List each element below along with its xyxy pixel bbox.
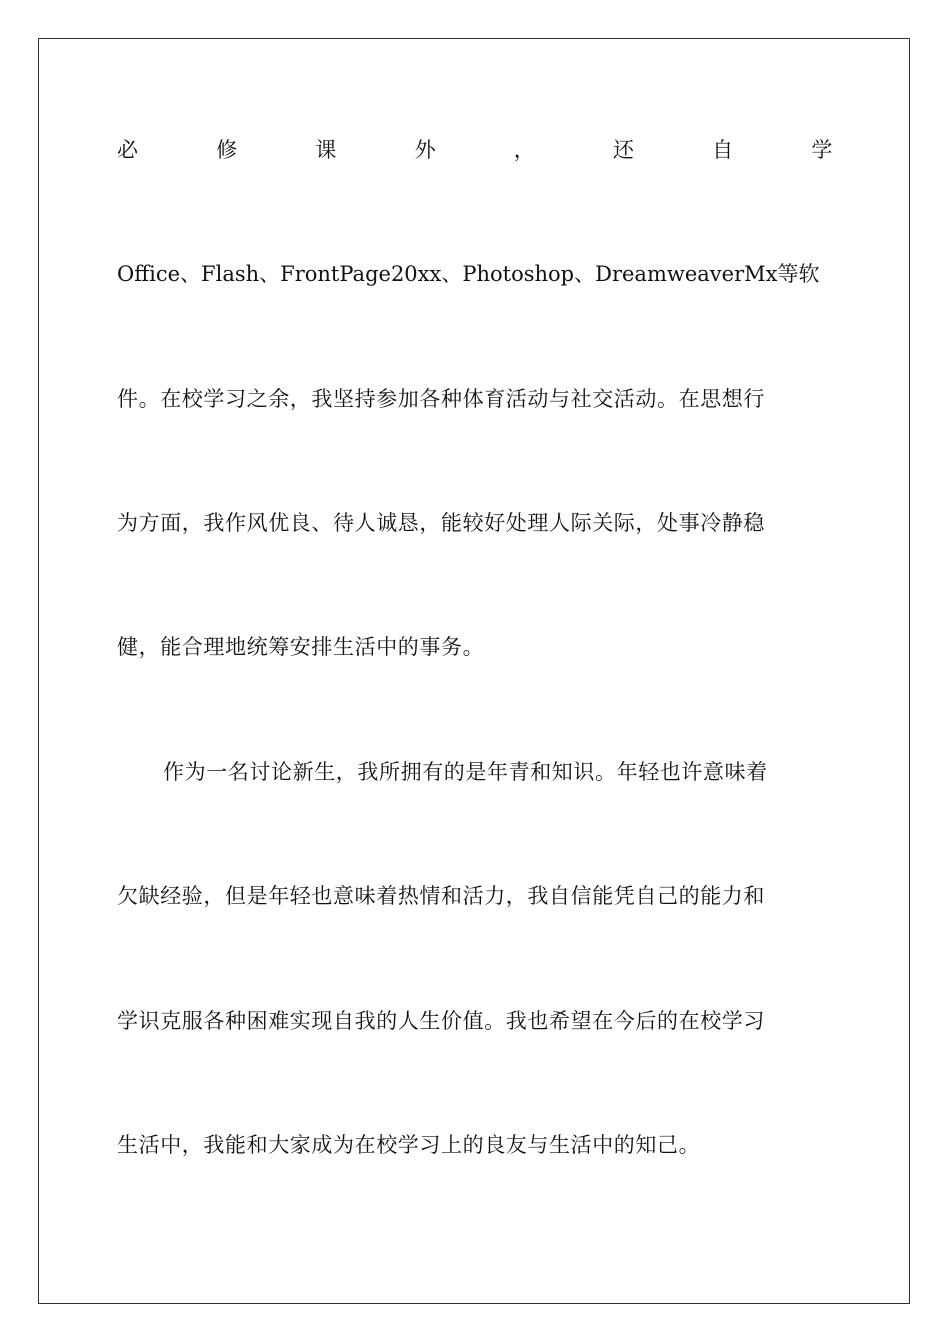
- text-line-4: 为方面，我作风优良、待人诚恳，能较好处理人际关际，处事冷静稳: [117, 511, 765, 535]
- text-line-6: 作为一名讨论新生，我所拥有的是年青和知识。年轻也许意味着: [163, 760, 768, 784]
- char: 课: [315, 138, 337, 162]
- char: 学: [811, 138, 833, 162]
- char: 修: [216, 138, 238, 162]
- char: 还: [612, 138, 635, 162]
- text-line-8: 学识克服各种困难实现自我的人生价值。我也希望在今后的在校学习: [117, 1009, 765, 1033]
- char: 外: [414, 138, 437, 162]
- char: ，: [513, 138, 536, 162]
- text-line-5: 健，能合理地统筹安排生活中的事务。: [117, 635, 485, 659]
- text-line-3: 件。在校学习之余，我坚持参加各种体育活动与社交活动。在思想行: [117, 387, 765, 411]
- text-line-9: 生活中，我能和大家成为在校学习上的良友与生活中的知己。: [117, 1133, 701, 1157]
- text-line-1: [117, 135, 833, 165]
- text-line-2: Office、Flash、FrontPage20xx、Photoshop、DreamweaverMx等软: [117, 262, 820, 286]
- text-line-7: 欠缺经验，但是年轻也意味着热情和活力，我自信能凭自己的能力和: [117, 884, 765, 908]
- page-border: [38, 38, 910, 1304]
- char: 必: [117, 138, 139, 162]
- char: 自: [712, 138, 734, 162]
